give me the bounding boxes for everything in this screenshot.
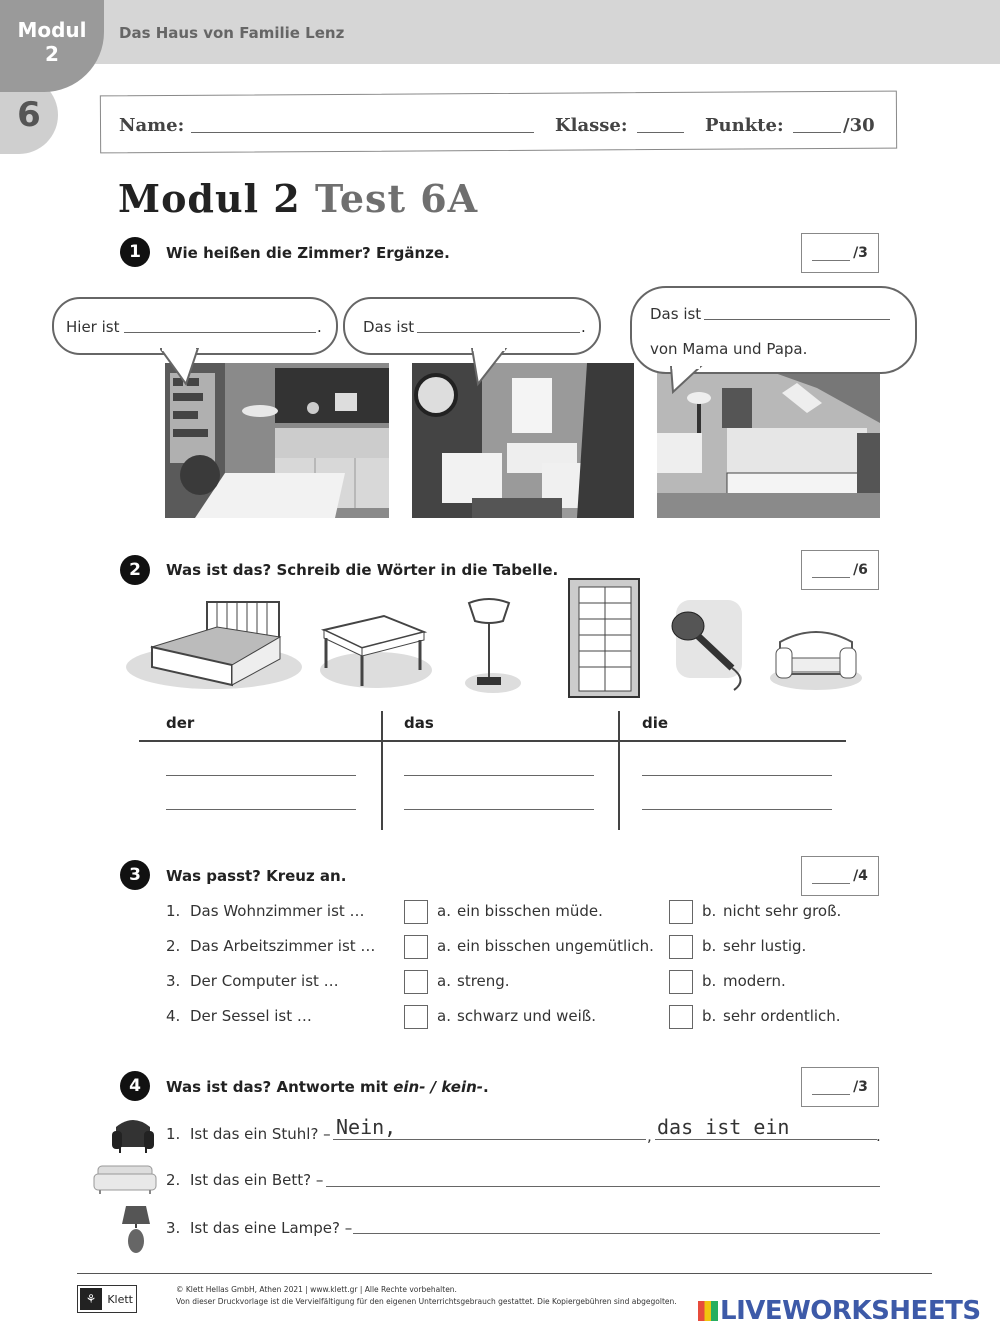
checkbox-4b[interactable] xyxy=(669,1005,693,1029)
armchair-icon xyxy=(110,1113,156,1155)
bubble2-text: Das ist xyxy=(363,318,415,336)
bed-illustration xyxy=(122,597,304,693)
footer-rule xyxy=(77,1273,932,1274)
answer-line-der-1[interactable] xyxy=(166,775,356,776)
task4-question: Ist das ein Bett? – xyxy=(190,1171,324,1189)
option-text: sehr ordentlich. xyxy=(723,1007,841,1025)
bathroom-photo xyxy=(412,363,634,518)
option-text: nicht sehr groß. xyxy=(723,902,842,920)
example-answer-1: Nein, xyxy=(336,1115,397,1139)
option-text: sehr lustig. xyxy=(723,937,807,955)
checkbox-1b[interactable] xyxy=(669,900,693,924)
klasse-field[interactable] xyxy=(637,132,684,133)
table-illustration xyxy=(314,608,434,694)
speech-bubble-tail xyxy=(665,366,705,396)
answer-line-1b[interactable] xyxy=(655,1139,877,1140)
option-text: modern. xyxy=(723,972,786,990)
option-letter: b. xyxy=(702,937,717,955)
score-blank[interactable] xyxy=(812,1080,850,1095)
floor-lamp-illustration xyxy=(457,595,523,697)
answer-line-die-2[interactable] xyxy=(642,809,832,810)
modul-tab xyxy=(0,0,104,92)
shower-head-illustration xyxy=(668,600,750,692)
task4-number: 4 xyxy=(120,1071,150,1101)
table-lamp-icon xyxy=(120,1204,152,1254)
column-header-der: der xyxy=(166,714,195,732)
option-text: ein bisschen ungemütlich. xyxy=(457,937,654,955)
task2-instruction: Was ist das? Schreib die Wörter in die Tabelle. xyxy=(166,561,559,579)
punkte-field[interactable] xyxy=(793,132,841,133)
task2-score xyxy=(801,550,879,590)
option-letter: b. xyxy=(702,902,717,920)
checkbox-3b[interactable] xyxy=(669,970,693,994)
task3-score xyxy=(801,856,879,896)
task4-instruction-emphasis: ein- / kein- xyxy=(393,1078,484,1096)
liveworksheets-watermark xyxy=(698,1296,981,1326)
task1-instruction: Wie heißen die Zimmer? Ergänze. xyxy=(166,244,450,262)
table-divider xyxy=(618,711,620,830)
armchair-illustration xyxy=(768,622,864,692)
answer-line-3[interactable] xyxy=(353,1233,880,1234)
answer-line-das-2[interactable] xyxy=(404,809,594,810)
bubble1-period: . xyxy=(317,318,322,336)
page-title-part2: Test 6A xyxy=(314,176,479,221)
bubble3-line2: von Mama und Papa. xyxy=(650,340,808,358)
task4-row-num: 3. xyxy=(166,1219,181,1237)
checkbox-1a[interactable] xyxy=(404,900,428,924)
checkbox-2b[interactable] xyxy=(669,935,693,959)
bubble3-text: Das ist xyxy=(650,305,702,323)
task3-instruction: Was passt? Kreuz an. xyxy=(166,867,347,885)
score-blank[interactable] xyxy=(812,869,850,884)
klasse-label: Klasse: xyxy=(555,115,628,136)
score-blank[interactable] xyxy=(812,563,850,578)
option-letter: b. xyxy=(702,972,717,990)
klett-logo xyxy=(77,1285,137,1313)
option-letter: a. xyxy=(437,937,451,955)
task3-row-num: 3. xyxy=(166,972,181,990)
footer-license: Von dieser Druckvorlage ist die Vervielfältigung für den eigenen Unterrichtsgebrauch gestattet. Die Kopiergebühren sind abgegolten. xyxy=(176,1297,677,1306)
checkbox-2a[interactable] xyxy=(404,935,428,959)
modul-label: Modul xyxy=(17,18,87,42)
klett-logo-mark: ⚘ xyxy=(80,1288,102,1310)
name-field[interactable] xyxy=(191,132,534,133)
page-title-part1: Modul 2 xyxy=(118,176,301,221)
speech-bubble-tail xyxy=(160,348,200,388)
sofa-icon xyxy=(92,1162,158,1196)
option-text: schwarz und weiß. xyxy=(457,1007,597,1025)
task4-instruction-end: . xyxy=(483,1078,489,1096)
task4-row-num: 2. xyxy=(166,1171,181,1189)
task3-row-stem: Der Sessel ist … xyxy=(190,1007,312,1025)
answer-line-der-2[interactable] xyxy=(166,809,356,810)
task3-row-num: 1. xyxy=(166,902,181,920)
score-blank[interactable] xyxy=(812,246,850,261)
option-text: streng. xyxy=(457,972,510,990)
bubble3-blank[interactable] xyxy=(704,319,890,320)
option-text: ein bisschen müde. xyxy=(457,902,603,920)
klett-logo-text: Klett xyxy=(107,1292,133,1306)
task3-row-num: 2. xyxy=(166,937,181,955)
task3-row-stem: Das Arbeitszimmer ist … xyxy=(190,937,376,955)
bubble2-blank[interactable] xyxy=(417,332,580,333)
checkbox-3a[interactable] xyxy=(404,970,428,994)
task1-score xyxy=(801,233,879,273)
task4-question: Ist das ein Stuhl? – xyxy=(190,1125,331,1143)
task4-instruction-text: Was ist das? Antworte mit xyxy=(166,1078,394,1096)
table-header-rule xyxy=(139,740,846,742)
chapter-number: 6 xyxy=(0,76,58,154)
task1-number: 1 xyxy=(120,237,150,267)
period: . xyxy=(876,1127,881,1145)
task3-row-num: 4. xyxy=(166,1007,181,1025)
speech-bubble-tail xyxy=(470,348,510,388)
example-answer-2: das ist ein xyxy=(657,1115,790,1139)
answer-line-2[interactable] xyxy=(326,1186,880,1187)
task4-row-num: 1. xyxy=(166,1125,181,1143)
task3-number: 3 xyxy=(120,860,150,890)
option-letter: a. xyxy=(437,972,451,990)
page-title xyxy=(118,176,478,221)
task2-number: 2 xyxy=(120,555,150,585)
task3-row-stem: Das Wohnzimmer ist … xyxy=(190,902,365,920)
option-letter: a. xyxy=(437,902,451,920)
answer-line-1a[interactable] xyxy=(333,1139,646,1140)
speech-bubble-3 xyxy=(630,286,917,374)
task4-question: Ist das eine Lampe? – xyxy=(190,1219,353,1237)
column-header-das: das xyxy=(404,714,434,732)
checkbox-4a[interactable] xyxy=(404,1005,428,1029)
score-total: /6 xyxy=(853,562,868,578)
answer-line-die-1[interactable] xyxy=(642,775,832,776)
option-letter: a. xyxy=(437,1007,451,1025)
name-label: Name: xyxy=(119,115,185,136)
task3-row-stem: Der Computer ist … xyxy=(190,972,339,990)
modul-number: 2 xyxy=(45,42,59,66)
liveworksheets-logo-icon xyxy=(698,1301,718,1321)
column-header-die: die xyxy=(642,714,669,732)
option-letter: b. xyxy=(702,1007,717,1025)
task4-instruction xyxy=(166,1078,489,1096)
punkte-total: /30 xyxy=(843,115,875,136)
bubble2-period: . xyxy=(581,318,586,336)
task4-score xyxy=(801,1067,879,1107)
comma: , xyxy=(647,1127,652,1145)
shelf-illustration xyxy=(567,577,643,699)
punkte-label: Punkte: xyxy=(705,115,784,136)
footer-copyright: © Klett Hellas GmbH, Athen 2021 | www.klett.gr | Alle Rechte vorbehalten. xyxy=(176,1285,457,1294)
bubble1-blank[interactable] xyxy=(124,332,316,333)
score-total: /3 xyxy=(853,245,868,261)
watermark-text: LIVEWORKSHEETS xyxy=(720,1296,981,1326)
table-divider xyxy=(381,711,383,830)
score-total: /4 xyxy=(853,868,868,884)
bubble1-text: Hier ist xyxy=(66,318,120,336)
score-total: /3 xyxy=(853,1079,868,1095)
answer-line-das-1[interactable] xyxy=(404,775,594,776)
header-title: Das Haus von Familie Lenz xyxy=(119,24,345,42)
